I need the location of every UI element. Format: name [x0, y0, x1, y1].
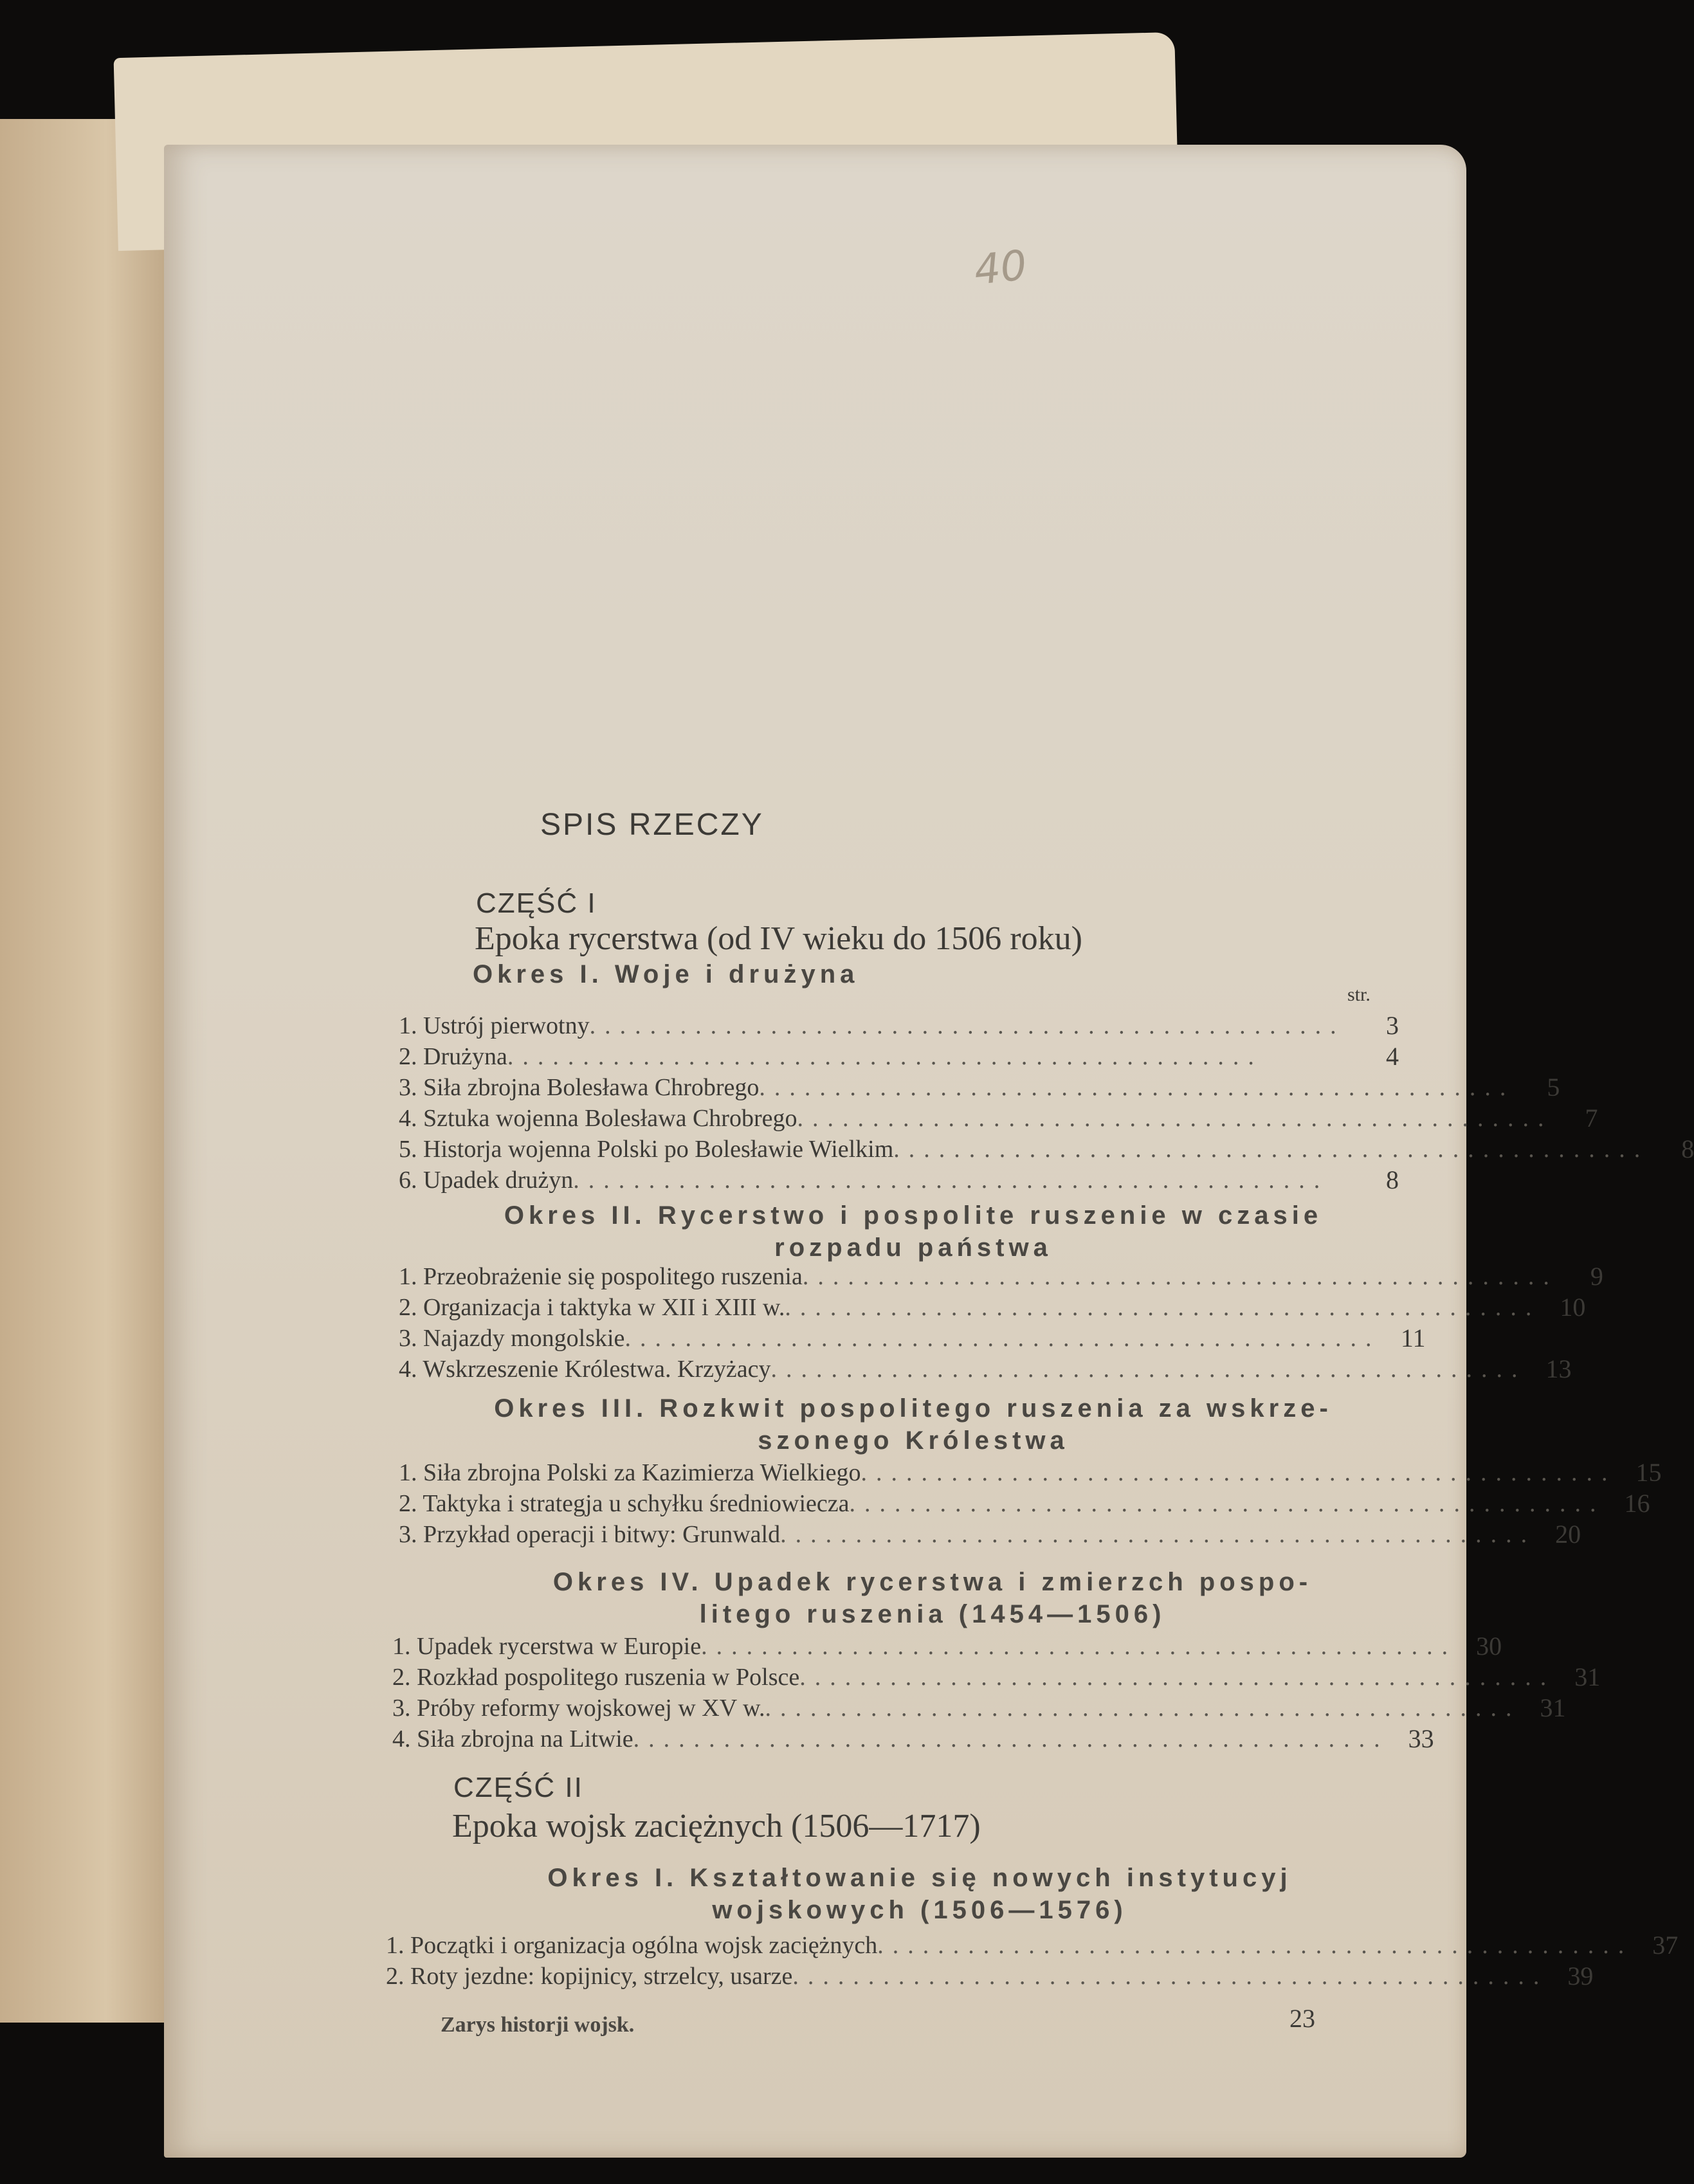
toc-entry: [399, 1071, 1560, 1104]
period-heading-line: wojskowych (1506—1576): [712, 1896, 1127, 1924]
toc-entry-title: 3. Najazdy mongolskie: [399, 1325, 625, 1352]
toc-entry-page: 13: [1545, 1354, 1572, 1383]
period-heading-line: rozpadu państwa: [774, 1233, 1052, 1262]
toc-entry-leader: ..................................................: [797, 1105, 1553, 1132]
toc-entry: [399, 1353, 1572, 1385]
toc-entry-page: 15: [1635, 1458, 1662, 1487]
toc-entry: [399, 1488, 1650, 1520]
toc-entry-leader: ..................................................: [861, 1459, 1617, 1486]
toc-entry-leader: ..................................................: [765, 1695, 1521, 1722]
toc-entry-leader: ..................................................: [877, 1932, 1634, 1959]
toc-entry-leader: ..................................................: [624, 1325, 1381, 1352]
toc-entry-leader: ..................................................: [589, 1012, 1345, 1039]
toc-entry: [392, 1692, 1566, 1724]
toc-entry-leader: ..................................................: [507, 1043, 1263, 1070]
toc-entry-leader: ..................................................: [785, 1294, 1541, 1321]
toc-entry: [399, 1260, 1603, 1293]
toc-entry-page: 33: [1408, 1724, 1434, 1753]
period-heading-line: Okres III. Rozkwit pospolitego ruszenia za wskrze-: [494, 1394, 1333, 1423]
toc-entry-page: 5: [1547, 1073, 1560, 1102]
toc-entry-leader: ..................................................: [573, 1167, 1329, 1194]
toc-entry-title: 2. Roty jezdne: kopijnicy, strzelcy, usarze: [386, 1963, 793, 1990]
toc-entry-leader: ..................................................: [893, 1136, 1650, 1163]
toc-entry-title: 1. Upadek rycerstwa w Europie: [392, 1633, 702, 1660]
period-heading-line: szonego Królestwa: [758, 1426, 1069, 1455]
toc-entry-title: 4. Sztuka wojenna Bolesława Chrobrego: [399, 1105, 797, 1132]
toc-entry: [399, 1518, 1581, 1551]
period-heading-line: Okres II. Rycerstwo i pospolite ruszenie w czasie: [504, 1201, 1323, 1230]
toc-entry-page: 8: [1386, 1165, 1399, 1194]
toc-entry-page: 37: [1652, 1931, 1679, 1960]
toc-entry-title: 1. Siła zbrojna Polski za Kazimierza Wielkiego: [399, 1459, 861, 1486]
period-heading: [437, 1862, 1402, 1926]
page-column-label: str.: [1347, 984, 1371, 1005]
toc-entry-page: 8: [1681, 1134, 1694, 1163]
toc-entry-page: 31: [1574, 1662, 1601, 1691]
toc-entry-title: 1. Ustrój pierwotny: [399, 1012, 590, 1039]
toc-entry: [386, 1960, 1594, 1992]
footer-signature: Zarys historji wojsk.: [441, 2013, 635, 2037]
toc-entry-title: 2. Taktyka i strategja u schyłku średniowiecza: [399, 1490, 850, 1517]
toc-entry: [399, 1322, 1426, 1354]
period-heading-line: litego ruszenia (1454—1506): [699, 1600, 1166, 1628]
toc-entry-page: 9: [1590, 1262, 1603, 1291]
toc-entry: [392, 1723, 1434, 1755]
toc-entry-page: 39: [1567, 1961, 1594, 1990]
page-title: SPIS RZECZY: [540, 808, 764, 842]
toc-entry-title: 2. Organizacja i taktyka w XII i XIII w.: [399, 1294, 785, 1321]
period-heading: Okres I. Woje i drużyna: [473, 960, 859, 988]
toc-entry: [399, 1457, 1662, 1489]
toc-entry-leader: ..................................................: [759, 1074, 1515, 1101]
pencil-note: 40: [972, 241, 1030, 295]
period-heading: [463, 1566, 1402, 1630]
toc-entry-leader: ..................................................: [770, 1356, 1527, 1383]
period-heading: [463, 1392, 1363, 1457]
toc-entry-leader: ..................................................: [802, 1263, 1558, 1290]
toc-entry-leader: ..................................................: [633, 1725, 1389, 1752]
toc-entry-title: 1. Przeobrażenie się pospolitego ruszenia: [399, 1263, 803, 1290]
epoch-heading: Epoka rycerstwa (od IV wieku do 1506 roku): [475, 920, 1082, 957]
toc-entry-page: 20: [1555, 1520, 1581, 1549]
toc-entry-title: 2. Drużyna: [399, 1043, 507, 1070]
toc-entry: [392, 1661, 1601, 1693]
toc-entry-page: 11: [1400, 1324, 1426, 1352]
toc-entry-title: 1. Początki i organizacja ogólna wojsk zaciężnych: [386, 1932, 878, 1959]
toc-entry: [399, 1102, 1598, 1134]
toc-entry-leader: ..................................................: [780, 1521, 1536, 1548]
toc-entry-title: 5. Historja wojenna Polski po Bolesławie Wielkim: [399, 1136, 894, 1163]
period-heading-line: Okres I. Kształtowanie się nowych instytucyj: [547, 1864, 1292, 1892]
toc-entry-leader: ..................................................: [799, 1664, 1556, 1691]
toc-entry-page: 10: [1560, 1293, 1586, 1322]
toc-entry: [392, 1630, 1502, 1662]
toc-entry: [386, 1929, 1679, 1961]
toc-entry-leader: ..................................................: [701, 1633, 1457, 1660]
toc-entry: [399, 1041, 1399, 1073]
epoch-heading: Epoka wojsk zaciężnych (1506—1717): [452, 1808, 981, 1844]
toc-entry-page: 30: [1476, 1632, 1502, 1661]
toc-entry-leader: ..................................................: [792, 1963, 1549, 1990]
period-heading-line: Okres IV. Upadek rycerstwa i zmierzch pospo-: [552, 1568, 1313, 1596]
period-heading: [463, 1199, 1363, 1264]
toc-entry-title: 3. Siła zbrojna Bolesława Chrobrego: [399, 1074, 760, 1101]
toc-entry: [399, 1164, 1399, 1196]
toc-entry-title: 4. Siła zbrojna na Litwie: [392, 1725, 633, 1752]
toc-entry-title: 6. Upadek drużyn: [399, 1167, 574, 1194]
toc-entry-title: 4. Wskrzeszenie Królestwa. Krzyżacy: [399, 1356, 771, 1383]
toc-entry: [399, 1133, 1694, 1165]
footer-sheet-number: 23: [1289, 2004, 1315, 2033]
book-page: [164, 145, 1694, 2158]
toc-entry-title: 3. Próby reformy wojskowej w XV w.: [392, 1695, 765, 1722]
toc-entry-page: 7: [1585, 1104, 1598, 1133]
toc-entry-title: 3. Przykład operacji i bitwy: Grunwald: [399, 1521, 781, 1548]
toc-entry-title: 2. Rozkład pospolitego ruszenia w Polsce: [392, 1664, 800, 1691]
toc-entry: [399, 1010, 1399, 1042]
part-label: CZĘŚĆ I: [476, 887, 597, 919]
toc-entry: [399, 1291, 1586, 1324]
toc-entry-page: 4: [1386, 1042, 1399, 1071]
toc-entry-page: 16: [1624, 1489, 1650, 1518]
toc-entry-page: 3: [1386, 1011, 1399, 1040]
part-label: CZĘŚĆ II: [453, 1772, 583, 1803]
toc-entry-page: 31: [1540, 1693, 1566, 1722]
toc-entry-leader: ..................................................: [849, 1490, 1605, 1517]
